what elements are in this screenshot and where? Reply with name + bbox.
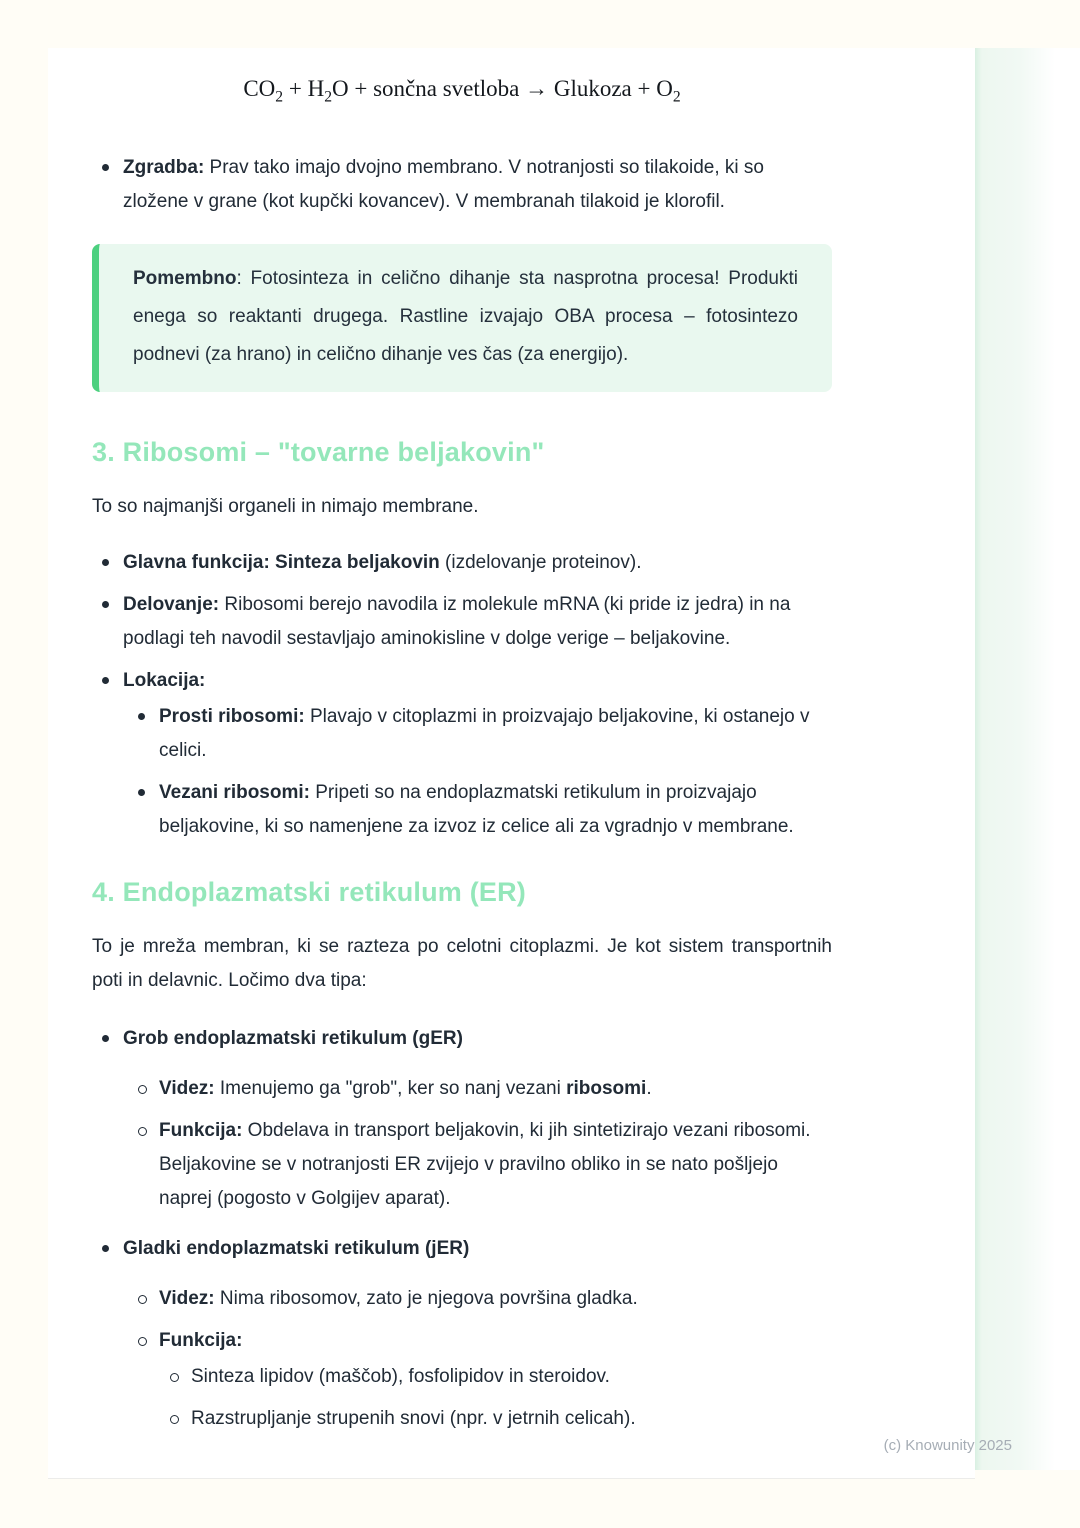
bullet-disc-icon [102,559,109,566]
document-page [48,48,975,1479]
bullet-disc-icon [102,1245,109,1252]
page-content [92,74,832,1436]
bullet-disc-icon [102,601,109,608]
bullet-circle-icon [138,1295,147,1304]
list-item-videz-ger [159,1072,832,1106]
item-label: Videz: [159,1077,215,1099]
bullet-disc-icon [138,713,145,720]
list-item-videz-jer [159,1282,832,1316]
list-item-glavna-funkcija [123,546,832,580]
item-label: Delovanje: [123,593,220,615]
item-label: Funkcija: [159,1329,243,1351]
section-title-ribosomi: 3. Ribosomi – "tovarne beljakovin" [92,436,545,467]
list-item-prosti-ribosomi [159,700,832,768]
list-item-lokacija [123,664,832,844]
formula-part: + H [283,76,325,101]
bullet-disc-icon [102,1035,109,1042]
list-item-razstrupljanje [191,1402,832,1436]
item-text: Obdelava in transport beljakovin, ki jih sintetizirajo vezani ribosomi. Beljakovine se v notranjosti ER zvijejo v pravilno obliko in se nato pošljejo naprej (pogosto v Golgijev aparat). [159,1119,811,1209]
item-text: Pripeti so na endoplazmatski retikulum in proizvajajo beljakovine, ki so namenjene za izvoz iz celice ali za vgradnjo v membrane. [159,781,794,837]
section4-intro: To je mreža membran, ki se razteza po celotni citoplazmi. Je kot sistem transportnih poti in delavnic. Ločimo dva tipa: [92,935,832,991]
list-item-zgradba [123,151,832,219]
right-margin-strip [975,48,1080,1470]
section-title-er: 4. Endoplazmatski retikulum (ER) [92,876,526,907]
item-label: Grob endoplazmatski retikulum (gER) [123,1027,463,1049]
list-item-funkcija-jer [159,1324,832,1436]
formula-subscript: 2 [672,88,681,106]
item-text: Nima ribosomov, zato je njegova površina gladka. [214,1287,638,1309]
bullet-disc-icon [102,164,109,171]
item-label: Videz: [159,1287,215,1309]
item-text: Razstrupljanje strupenih snovi (npr. v jetrnih celicah). [191,1407,636,1429]
bullet-circle-icon [138,1085,147,1094]
formula-subscript: 2 [275,88,284,106]
zgradba-list [92,151,832,219]
er-list [92,1022,832,1436]
bullet-circle-icon [170,1373,179,1382]
list-item-vezani-ribosomi [159,776,832,844]
formula-part: CO [243,76,276,101]
item-label: Prosti ribosomi: [159,705,305,727]
photosynthesis-formula [92,74,832,113]
item-label: Lokacija: [123,669,206,691]
bullet-disc-icon [102,677,109,684]
item-bold-word: ribosomi [566,1077,647,1099]
callout-text: : Fotosinteza in celično dihanje sta nasprotna procesa! Produkti enega so reaktanti drugega. Rastline izvajajo OBA procesa – fotosintezo podnevi (za hrano) in celično dihanje ves čas (za energijo). [133,267,798,365]
item-text: Plavajo v citoplazmi in proizvajajo beljakovine, ki ostanejo v celici. [159,705,810,761]
list-item-delovanje [123,588,832,656]
item-text: Prav tako imajo dvojno membrano. V notranjosti so tilakoide, ki so zložene v grane (kot kupčki kovancev). V membranah tilakoid je klorofil. [123,156,764,212]
list-item-gladki-er [123,1232,832,1436]
bullet-circle-icon [138,1337,147,1346]
item-text: (izdelovanje proteinov). [439,551,642,573]
list-item-sinteza-lipidov [191,1360,832,1394]
callout-label: Pomembno [133,267,237,289]
important-callout [92,244,832,392]
item-text: Ribosomi berejo navodila iz molekule mRNA (ki pride iz jedra) in na podlagi teh navodil sestavljajo aminokisline v dolge verige – beljakovine. [123,593,791,649]
ribosomi-list [92,546,832,844]
bullet-circle-icon [138,1127,147,1136]
item-text: Imenujemo ga "grob", ker so nanj vezani [214,1077,567,1099]
gladki-er-sublist [123,1282,832,1436]
item-text: . [646,1077,652,1099]
list-item-funkcija-ger [159,1114,832,1216]
item-label: Vezani ribosomi: [159,781,310,803]
formula-subscript: 2 [324,88,332,106]
item-label: Funkcija: [159,1119,243,1141]
item-label: Zgradba: [123,156,205,178]
formula-part: O + sončna svetloba → Glukoza + O [332,76,673,101]
bullet-circle-icon [170,1415,179,1424]
lokacija-sublist [123,700,832,844]
bullet-disc-icon [138,789,145,796]
section3-intro: To so najmanjši organeli in nimajo membrane. [92,495,479,517]
grob-er-sublist [123,1072,832,1216]
list-item-grob-er [123,1022,832,1216]
item-label: Glavna funkcija: Sinteza beljakovin [123,551,440,573]
copyright-watermark: (c) Knowunity 2025 [883,1437,1012,1454]
item-text: Sinteza lipidov (maščob), fosfolipidov in steroidov. [191,1365,610,1387]
funkcija-jer-sublist [159,1360,832,1436]
item-label: Gladki endoplazmatski retikulum (jER) [123,1237,470,1259]
